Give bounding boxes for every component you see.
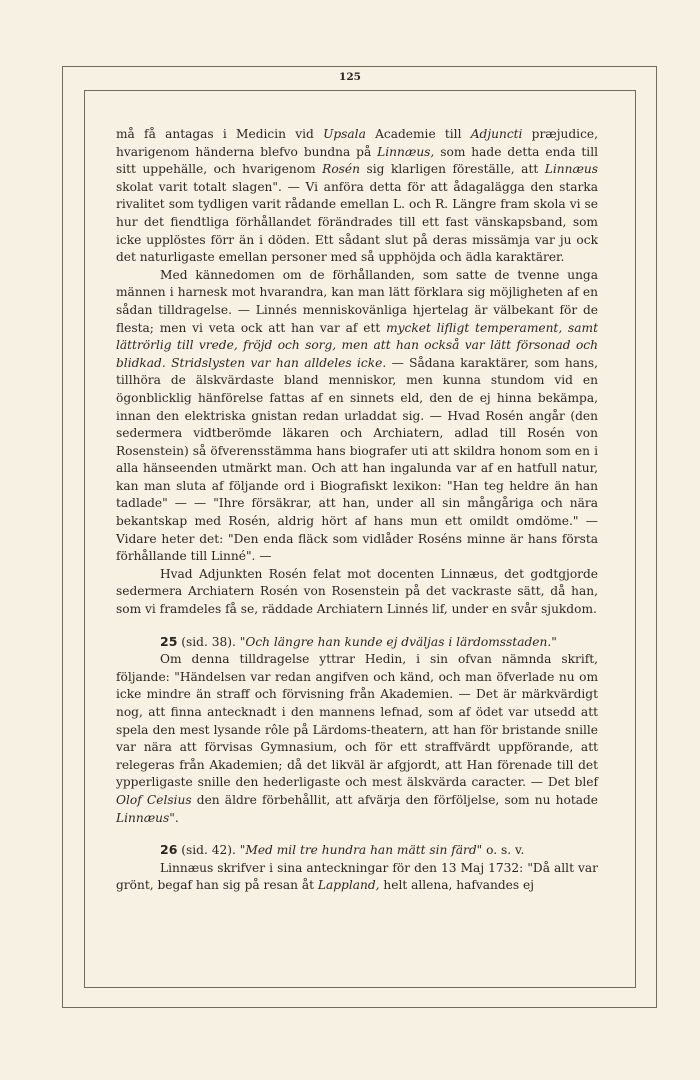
section-number: 26 — [160, 842, 178, 858]
paragraph-continuation: må få antagas i Medicin vid Upsala Academie till Adjuncti præjudice, hvarigenom händerna blefvo bundna på Linnæus, som hade detta enda till sitt uppehälle, och hvarigenom Rosén sig klarligen föreställe, att Linnæus skolat varit totalt slagen". — Vi anföra detta för att ådagalägga den starka rivalitet som tydligen varit rådande emellan L. och R. Längre fram skola vi se hur det fiendtliga förhållandet förändrades till ett fast vänskapsband, som icke upplöstes förr än i döden. Ett sådant slut på deras missämja var ju ock det naturligaste emellan personer med så upphöjda och ädla karaktärer. — [116, 127, 599, 265]
page-number: 125 — [339, 71, 361, 83]
section-body-25: Om denna tilldragelse yttrar Hedin, i sin ofvan nämnda skrift, följande: "Händelsen var redan angifven och känd, och man öfverlade nu om icke mindre än straff och förvisning från Akademien. — Det är märkvärdigt nog, att finna antecknadt i den mannens lefnad, som af ödet var utsedd att spela den mest lysande rôle på Lärdoms-theatern, att han för bristande snille var nära att förvisas Gymnasium, och för ett straffvärdt uppförande, att relegeras från Akademien; då det likväl är afgjordt, att Han förenade till det ypperligaste snille den hederligaste och mest älskvärda caracter. — Det blef Olof Celsius den äldre förbehållit, att afvärja den förföljelse, som nu hotade Linnæus". — [116, 652, 598, 825]
paragraph-rosen-reconciliation: Hvad Adjunkten Rosén felat mot docenten Linnæus, det godtgjorde sedermera Archiatern Rosén von Rosenstein på det vackraste sätt, då han, som vi framdeles få se, räddade Archiatern Linnés lif, under en svår sjukdom. — [116, 566, 598, 617]
page-body — [116, 126, 598, 895]
section-heading-25: 25 (sid. 38). "Och längre han kunde ej dväljas i lärdomsstaden." — [160, 633, 557, 649]
section-number: 25 — [160, 633, 178, 649]
section-body-26: Linnæus skrifver i sina anteckningar för den 13 Maj 1732: "Då allt var grönt, begaf han sig på resan åt Lappland, helt allena, hafvandes ej — [116, 860, 598, 893]
section-title: "Med mil tre hundra han mätt sin färd" — [239, 843, 483, 858]
section-heading-26: 26 (sid. 42). "Med mil tre hundra han mätt sin färd" o. s. v. — [160, 842, 525, 858]
section-title: "Och längre han kunde ej dväljas i lärdomsstaden." — [239, 634, 557, 649]
paragraph-rosen-character: Med kännedomen om de förhållanden, som satte de tvenne unga männen i harnesk mot hvarandra, kan man lätt förklara sig möjligheten af en sådan tilldragelse. — Linnés menniskovänliga hjertelag är välbekant för de flesta; men vi veta ock att han var af ett mycket lifligt temperament, samt lättrörlig till vrede, fröjd och sorg, men att han också var lätt försonad och blidkad. Stridslysten var han alldeles icke. — Sådana karaktärer, som hans, tillhöra de älskvärdaste bland menniskor, men kunna stundom vid en ögonblicklig hänförelse fattas af en sinnets eld, den de ej hinna bekämpa, innan den elektriska gnistan redan urladdat sig. — Hvad Rosén angår (den sedermera vidtberömde läkaren och Archiatern, adlad till Rosén von Rosenstein) så öfverensstämma hans biografer uti att skildra honom som en i alla hänseenden utmärkt man. Och att han ingalunda var af en hatfull natur, kan man sluta af följande ord i Biografiskt lexikon: "Han teg heldre än han tadlade" — — "Ihre försäkrar, att han, under all sin mångåriga och nära bekantskap med Rosén, aldrig hört af hans mun ett omildt omdöme." — Vidare heter det: "Den enda fläck som vidlåder Roséns minne är hans första förhållande till Linné". — — [116, 267, 599, 564]
